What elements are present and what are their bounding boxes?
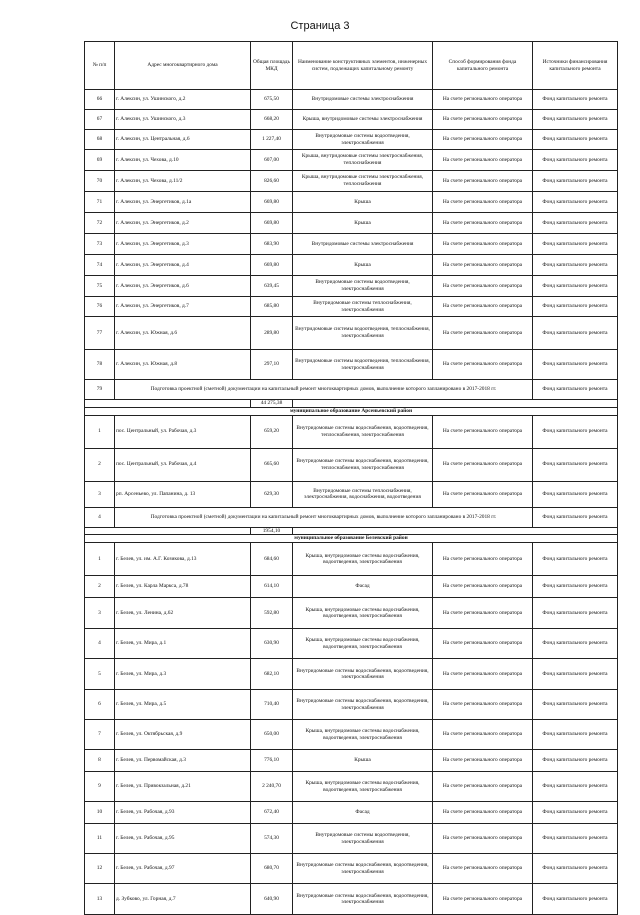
municipality-name: муниципальное образование Арсеньевский район [85, 407, 618, 415]
table-row [85, 750, 618, 772]
table-row [85, 690, 618, 720]
table-row [85, 317, 618, 350]
row-address: г. Белев, ул. Привокзальная, д.21 [115, 772, 251, 802]
row-funding-source: Фонд капитального ремонта [533, 576, 618, 598]
row-area: 683,90 [251, 234, 293, 255]
row-elements: Внутридомовые системы водоотведения, электроснабжения [293, 130, 433, 150]
row-funding-method: На счете регионального оператора [433, 824, 533, 854]
row-address: г. Белев, ул. Мира, д.5 [115, 690, 251, 720]
header-elements: Наименование конструктивных элементов, инженерных систем, подлежащих капитальному ремонту [293, 42, 433, 90]
table-row [85, 772, 618, 802]
row-area: 669,80 [251, 192, 293, 213]
row-elements: Внутридомовые системы водоснабжения, водоотведения, электроснабжения [293, 854, 433, 884]
row-number: 78 [85, 350, 115, 380]
row-area: 2 240,70 [251, 772, 293, 802]
table-row [85, 481, 618, 507]
row-funding-method: На счете регионального оператора [433, 297, 533, 317]
row-number: 79 [85, 380, 115, 400]
row-address: г. Белев, ул. им. А.Г. Козикова, д.13 [115, 543, 251, 576]
row-funding-method: На счете регионального оператора [433, 481, 533, 507]
row-funding-source: Фонд капитального ремонта [533, 276, 618, 297]
row-number: 3 [85, 481, 115, 507]
row-elements: Внутридомовые системы электроснабжения [293, 90, 433, 110]
row-funding-method: На счете регионального оператора [433, 255, 533, 276]
row-number: 73 [85, 234, 115, 255]
row-funding-source: Фонд капитального ремонта [533, 802, 618, 824]
row-funding-source: Фонд капитального ремонта [533, 720, 618, 750]
municipality-name: муниципальное образование Белевский район [85, 535, 618, 543]
row-funding-source: Фонд капитального ремонта [533, 234, 618, 255]
row-number: 4 [85, 507, 115, 527]
row-number: 71 [85, 192, 115, 213]
row-number: 1 [85, 543, 115, 576]
table-row-total [85, 527, 618, 535]
header-num: № п/п [85, 42, 115, 90]
row-number: 70 [85, 171, 115, 192]
page-title: Страница 3 [290, 20, 350, 32]
row-number: 74 [85, 255, 115, 276]
row-area: 665,60 [251, 448, 293, 481]
table-row [85, 255, 618, 276]
row-elements: Внутридомовые системы теплоснабжения, электроснабжения [293, 297, 433, 317]
row-address: г. Белев, ул. Рабочая, д.97 [115, 854, 251, 884]
row-funding-method: На счете регионального оператора [433, 854, 533, 884]
row-address: г. Алексин, ул. Энергетиков, д.4 [115, 255, 251, 276]
row-area: 629,30 [251, 481, 293, 507]
table-row [85, 150, 618, 171]
total-spacer [85, 400, 251, 408]
row-address: г. Белев, ул. Мира, д.3 [115, 659, 251, 690]
row-area: 659,20 [251, 415, 293, 448]
row-funding-source: Фонд капитального ремонта [533, 213, 618, 234]
row-funding-source: Фонд капитального ремонта [533, 110, 618, 130]
table-row [85, 171, 618, 192]
total-spacer [85, 527, 251, 535]
total-spacer [293, 527, 618, 535]
row-area: 669,80 [251, 255, 293, 276]
row-area: 684,60 [251, 543, 293, 576]
row-funding-source: Фонд капитального ремонта [533, 317, 618, 350]
total-area: 1954,10 [251, 527, 293, 535]
header-address: Адрес многоквартирного дома [115, 42, 251, 90]
row-funding-source: Фонд капитального ремонта [533, 824, 618, 854]
row-address: г. Белев, ул. Ленина, д.62 [115, 598, 251, 629]
row-elements: Крыша, внутридомовые системы водоснабжения, водоотведения, электроснабжения [293, 543, 433, 576]
row-elements: Внутридомовые системы водоотведения, электроснабжения [293, 824, 433, 854]
row-funding-source: Фонд капитального ремонта [533, 598, 618, 629]
row-funding-method: На счете регионального оператора [433, 171, 533, 192]
row-elements: Крыша, внутридомовые системы электроснабжения [293, 110, 433, 130]
row-address: пос. Центральный, ул. Рабочая, д.4 [115, 448, 251, 481]
row-funding-source: Фонд капитального ремонта [533, 772, 618, 802]
table-row-municipality [85, 535, 618, 543]
row-address: г. Белев, ул. Рабочая, д.95 [115, 824, 251, 854]
row-funding-source: Фонд капитального ремонта [533, 690, 618, 720]
table-header-row [85, 42, 618, 90]
row-address: г. Алексин, ул. Энергетиков, д.1а [115, 192, 251, 213]
row-funding-source: Фонд капитального ремонта [533, 543, 618, 576]
row-area: 669,80 [251, 213, 293, 234]
row-funding-method: На счете регионального оператора [433, 110, 533, 130]
row-number: 77 [85, 317, 115, 350]
row-elements: Крыша, внутридомовые системы электроснабжения, теплоснабжения [293, 171, 433, 192]
row-area: 710,40 [251, 690, 293, 720]
row-area: 640,90 [251, 884, 293, 915]
row-funding-method: На счете регионального оператора [433, 90, 533, 110]
row-address: пос. Центральный, ул. Рабочая, д.3 [115, 415, 251, 448]
header-area: Общая площадь МКД [251, 42, 293, 90]
row-number: 13 [85, 884, 115, 915]
table-row [85, 297, 618, 317]
row-elements: Фасад [293, 576, 433, 598]
row-elements: Внутридомовые системы водоотведения, электроснабжения [293, 276, 433, 297]
row-number: 10 [85, 802, 115, 824]
repair-program-table [84, 41, 618, 915]
row-funding-method: На счете регионального оператора [433, 276, 533, 297]
table-row [85, 234, 618, 255]
row-area: 1 227,40 [251, 130, 293, 150]
row-address: г. Алексин, ул. Энергетиков, д.3 [115, 234, 251, 255]
row-address: г. Алексин, ул. Энергетиков, д.2 [115, 213, 251, 234]
row-funding-method: На счете регионального оператора [433, 884, 533, 915]
row-funding-source: Фонд капитального ремонта [533, 629, 618, 659]
row-number: 76 [85, 297, 115, 317]
table-row [85, 350, 618, 380]
table-row [85, 720, 618, 750]
table-row [85, 90, 618, 110]
row-elements: Крыша, внутридомовые системы водоснабжения, водоотведения, электроснабжения [293, 629, 433, 659]
row-number: 2 [85, 448, 115, 481]
row-funding-source: Фонд капитального ремонта [533, 854, 618, 884]
row-address: г. Белев, ул. Рабочая, д.93 [115, 802, 251, 824]
row-elements: Внутридомовые системы водоотведения, теплоснабжения, электроснабжения [293, 350, 433, 380]
row-area: 592,80 [251, 598, 293, 629]
row-number: 75 [85, 276, 115, 297]
row-area: 574,30 [251, 824, 293, 854]
row-funding-method: На счете регионального оператора [433, 415, 533, 448]
table-body [85, 90, 618, 915]
row-funding-source: Фонд капитального ремонта [533, 380, 618, 400]
row-number: 68 [85, 130, 115, 150]
total-area: 44 275,38 [251, 400, 293, 408]
row-address: г. Алексин, ул. Энергетиков, д.7 [115, 297, 251, 317]
row-funding-source: Фонд капитального ремонта [533, 659, 618, 690]
table-row [85, 276, 618, 297]
row-area: 675,50 [251, 90, 293, 110]
row-number: 9 [85, 772, 115, 802]
row-area: 650,00 [251, 720, 293, 750]
row-area: 289,80 [251, 317, 293, 350]
row-address: д. Зубково, ул. Горная, д.7 [115, 884, 251, 915]
header-method: Способ формирования фонда капитального ремонта [433, 42, 533, 90]
row-number: 67 [85, 110, 115, 130]
row-address: г. Алексин, ул. Южная, д.8 [115, 350, 251, 380]
row-design-docs-text: Подготовка проектной (сметной) документации на капитальный ремонт многоквартирных домов, выполнение которого запланировано в 2017-2018 гг. [115, 507, 533, 527]
row-area: 630,90 [251, 629, 293, 659]
row-funding-source: Фонд капитального ремонта [533, 350, 618, 380]
table-row [85, 213, 618, 234]
table-row [85, 415, 618, 448]
row-number: 11 [85, 824, 115, 854]
row-number: 2 [85, 576, 115, 598]
row-funding-method: На счете регионального оператора [433, 234, 533, 255]
row-address: г. Белев, ул. Мира, д.1 [115, 629, 251, 659]
table-row [85, 130, 618, 150]
row-address: г. Белев, ул. Первомайская, д.3 [115, 750, 251, 772]
row-funding-source: Фонд капитального ремонта [533, 448, 618, 481]
row-area: 826,60 [251, 171, 293, 192]
row-funding-method: На счете регионального оператора [433, 448, 533, 481]
table-row [85, 543, 618, 576]
row-elements: Внутридомовые системы водоснабжения, водоотведения, электроснабжения [293, 690, 433, 720]
row-address: г. Алексин, ул. Чехова, д.11/2 [115, 171, 251, 192]
row-area: 776,10 [251, 750, 293, 772]
row-funding-method: На счете регионального оператора [433, 130, 533, 150]
table-row [85, 598, 618, 629]
table-row-municipality [85, 407, 618, 415]
table-row [85, 192, 618, 213]
row-elements: Внутридомовые системы водоснабжения, водоотведения, электроснабжения [293, 659, 433, 690]
row-address: г. Алексин, ул. Ушинского, д.2 [115, 90, 251, 110]
table-row [85, 659, 618, 690]
row-funding-method: На счете регионального оператора [433, 690, 533, 720]
row-funding-method: На счете регионального оператора [433, 192, 533, 213]
row-address: г. Алексин, ул. Чехова, д.10 [115, 150, 251, 171]
table-row [85, 884, 618, 915]
row-elements: Внутридомовые системы водоснабжения, водоотведения, теплоснабжения, электроснабжения [293, 415, 433, 448]
row-funding-method: На счете регионального оператора [433, 150, 533, 171]
row-number: 1 [85, 415, 115, 448]
row-funding-method: На счете регионального оператора [433, 576, 533, 598]
row-funding-source: Фонд капитального ремонта [533, 255, 618, 276]
row-number: 7 [85, 720, 115, 750]
row-number: 8 [85, 750, 115, 772]
row-funding-method: На счете регионального оператора [433, 317, 533, 350]
row-elements: Крыша, внутридомовые системы водоснабжения, водоотведения, электроснабжения [293, 772, 433, 802]
row-area: 680,70 [251, 854, 293, 884]
row-elements: Крыша [293, 213, 433, 234]
row-number: 5 [85, 659, 115, 690]
row-funding-source: Фонд капитального ремонта [533, 150, 618, 171]
row-funding-method: На счете регионального оператора [433, 802, 533, 824]
row-elements: Крыша, внутридомовые системы водоснабжения, водоотведения, электроснабжения [293, 720, 433, 750]
row-funding-source: Фонд капитального ремонта [533, 507, 618, 527]
row-funding-source: Фонд капитального ремонта [533, 130, 618, 150]
row-area: 672,40 [251, 802, 293, 824]
row-funding-source: Фонд капитального ремонта [533, 884, 618, 915]
row-funding-method: На счете регионального оператора [433, 659, 533, 690]
row-number: 12 [85, 854, 115, 884]
table-row-design-docs [85, 380, 618, 400]
table-row-design-docs [85, 507, 618, 527]
row-funding-source: Фонд капитального ремонта [533, 297, 618, 317]
row-address: г. Белев, ул. Октябрьская, д.9 [115, 720, 251, 750]
row-number: 66 [85, 90, 115, 110]
row-funding-method: На счете регионального оператора [433, 750, 533, 772]
row-elements: Крыша [293, 750, 433, 772]
row-address: г. Алексин, ул. Ушинского, д.3 [115, 110, 251, 130]
row-area: 682,10 [251, 659, 293, 690]
table-row [85, 802, 618, 824]
row-number: 3 [85, 598, 115, 629]
row-elements: Внутридомовые системы теплоснабжения, электроснабжения, водоснабжения, водоотведения [293, 481, 433, 507]
row-number: 69 [85, 150, 115, 171]
row-funding-method: На счете регионального оператора [433, 720, 533, 750]
row-funding-method: На счете регионального оператора [433, 543, 533, 576]
row-elements: Крыша [293, 255, 433, 276]
row-funding-method: На счете регионального оператора [433, 629, 533, 659]
row-number: 6 [85, 690, 115, 720]
row-area: 607,00 [251, 150, 293, 171]
row-area: 668,20 [251, 110, 293, 130]
table-row-total [85, 400, 618, 408]
row-funding-method: На счете регионального оператора [433, 350, 533, 380]
row-elements: Внутридомовые системы водоотведения, теплоснабжения, электроснабжения [293, 317, 433, 350]
row-number: 72 [85, 213, 115, 234]
table-row [85, 824, 618, 854]
row-elements: Крыша [293, 192, 433, 213]
row-design-docs-text: Подготовка проектной (сметной) документации на капитальный ремонт многоквартирных домов, выполнение которого запланировано в 2017-2018 гг. [115, 380, 533, 400]
row-address: г. Алексин, ул. Энергетиков, д.6 [115, 276, 251, 297]
row-funding-source: Фонд капитального ремонта [533, 415, 618, 448]
row-funding-source: Фонд капитального ремонта [533, 481, 618, 507]
row-area: 639,45 [251, 276, 293, 297]
row-address: г. Алексин, ул. Южная, д.6 [115, 317, 251, 350]
row-elements: Внутридомовые системы электроснабжения [293, 234, 433, 255]
header-source: Источники финансирования капитального ремонта [533, 42, 618, 90]
row-number: 4 [85, 629, 115, 659]
total-spacer [293, 400, 618, 408]
table-row [85, 854, 618, 884]
row-funding-source: Фонд капитального ремонта [533, 90, 618, 110]
row-area: 614,10 [251, 576, 293, 598]
row-address: г. Белев, ул. Карла Маркса, д.78 [115, 576, 251, 598]
row-funding-source: Фонд капитального ремонта [533, 171, 618, 192]
row-elements: Внутридомовые системы водоснабжения, водоотведения, электроснабжения [293, 884, 433, 915]
row-funding-method: На счете регионального оператора [433, 213, 533, 234]
row-address: г. Алексин, ул. Центральная, д.6 [115, 130, 251, 150]
table-row [85, 576, 618, 598]
table-row [85, 629, 618, 659]
row-funding-source: Фонд капитального ремонта [533, 192, 618, 213]
row-address: рп. Арсеньево, ул. Папанина, д. 13 [115, 481, 251, 507]
row-elements: Внутридомовые системы водоснабжения, водоотведения, теплоснабжения, электроснабжения [293, 448, 433, 481]
table-row [85, 448, 618, 481]
table-row [85, 110, 618, 130]
row-funding-method: На счете регионального оператора [433, 598, 533, 629]
row-area: 685,80 [251, 297, 293, 317]
row-elements: Крыша, внутридомовые системы водоснабжения, водоотведения, электроснабжения [293, 598, 433, 629]
row-area: 297,10 [251, 350, 293, 380]
row-funding-method: На счете регионального оператора [433, 772, 533, 802]
row-elements: Фасад [293, 802, 433, 824]
row-funding-source: Фонд капитального ремонта [533, 750, 618, 772]
row-elements: Крыша, внутридомовые системы электроснабжения, теплоснабжения [293, 150, 433, 171]
